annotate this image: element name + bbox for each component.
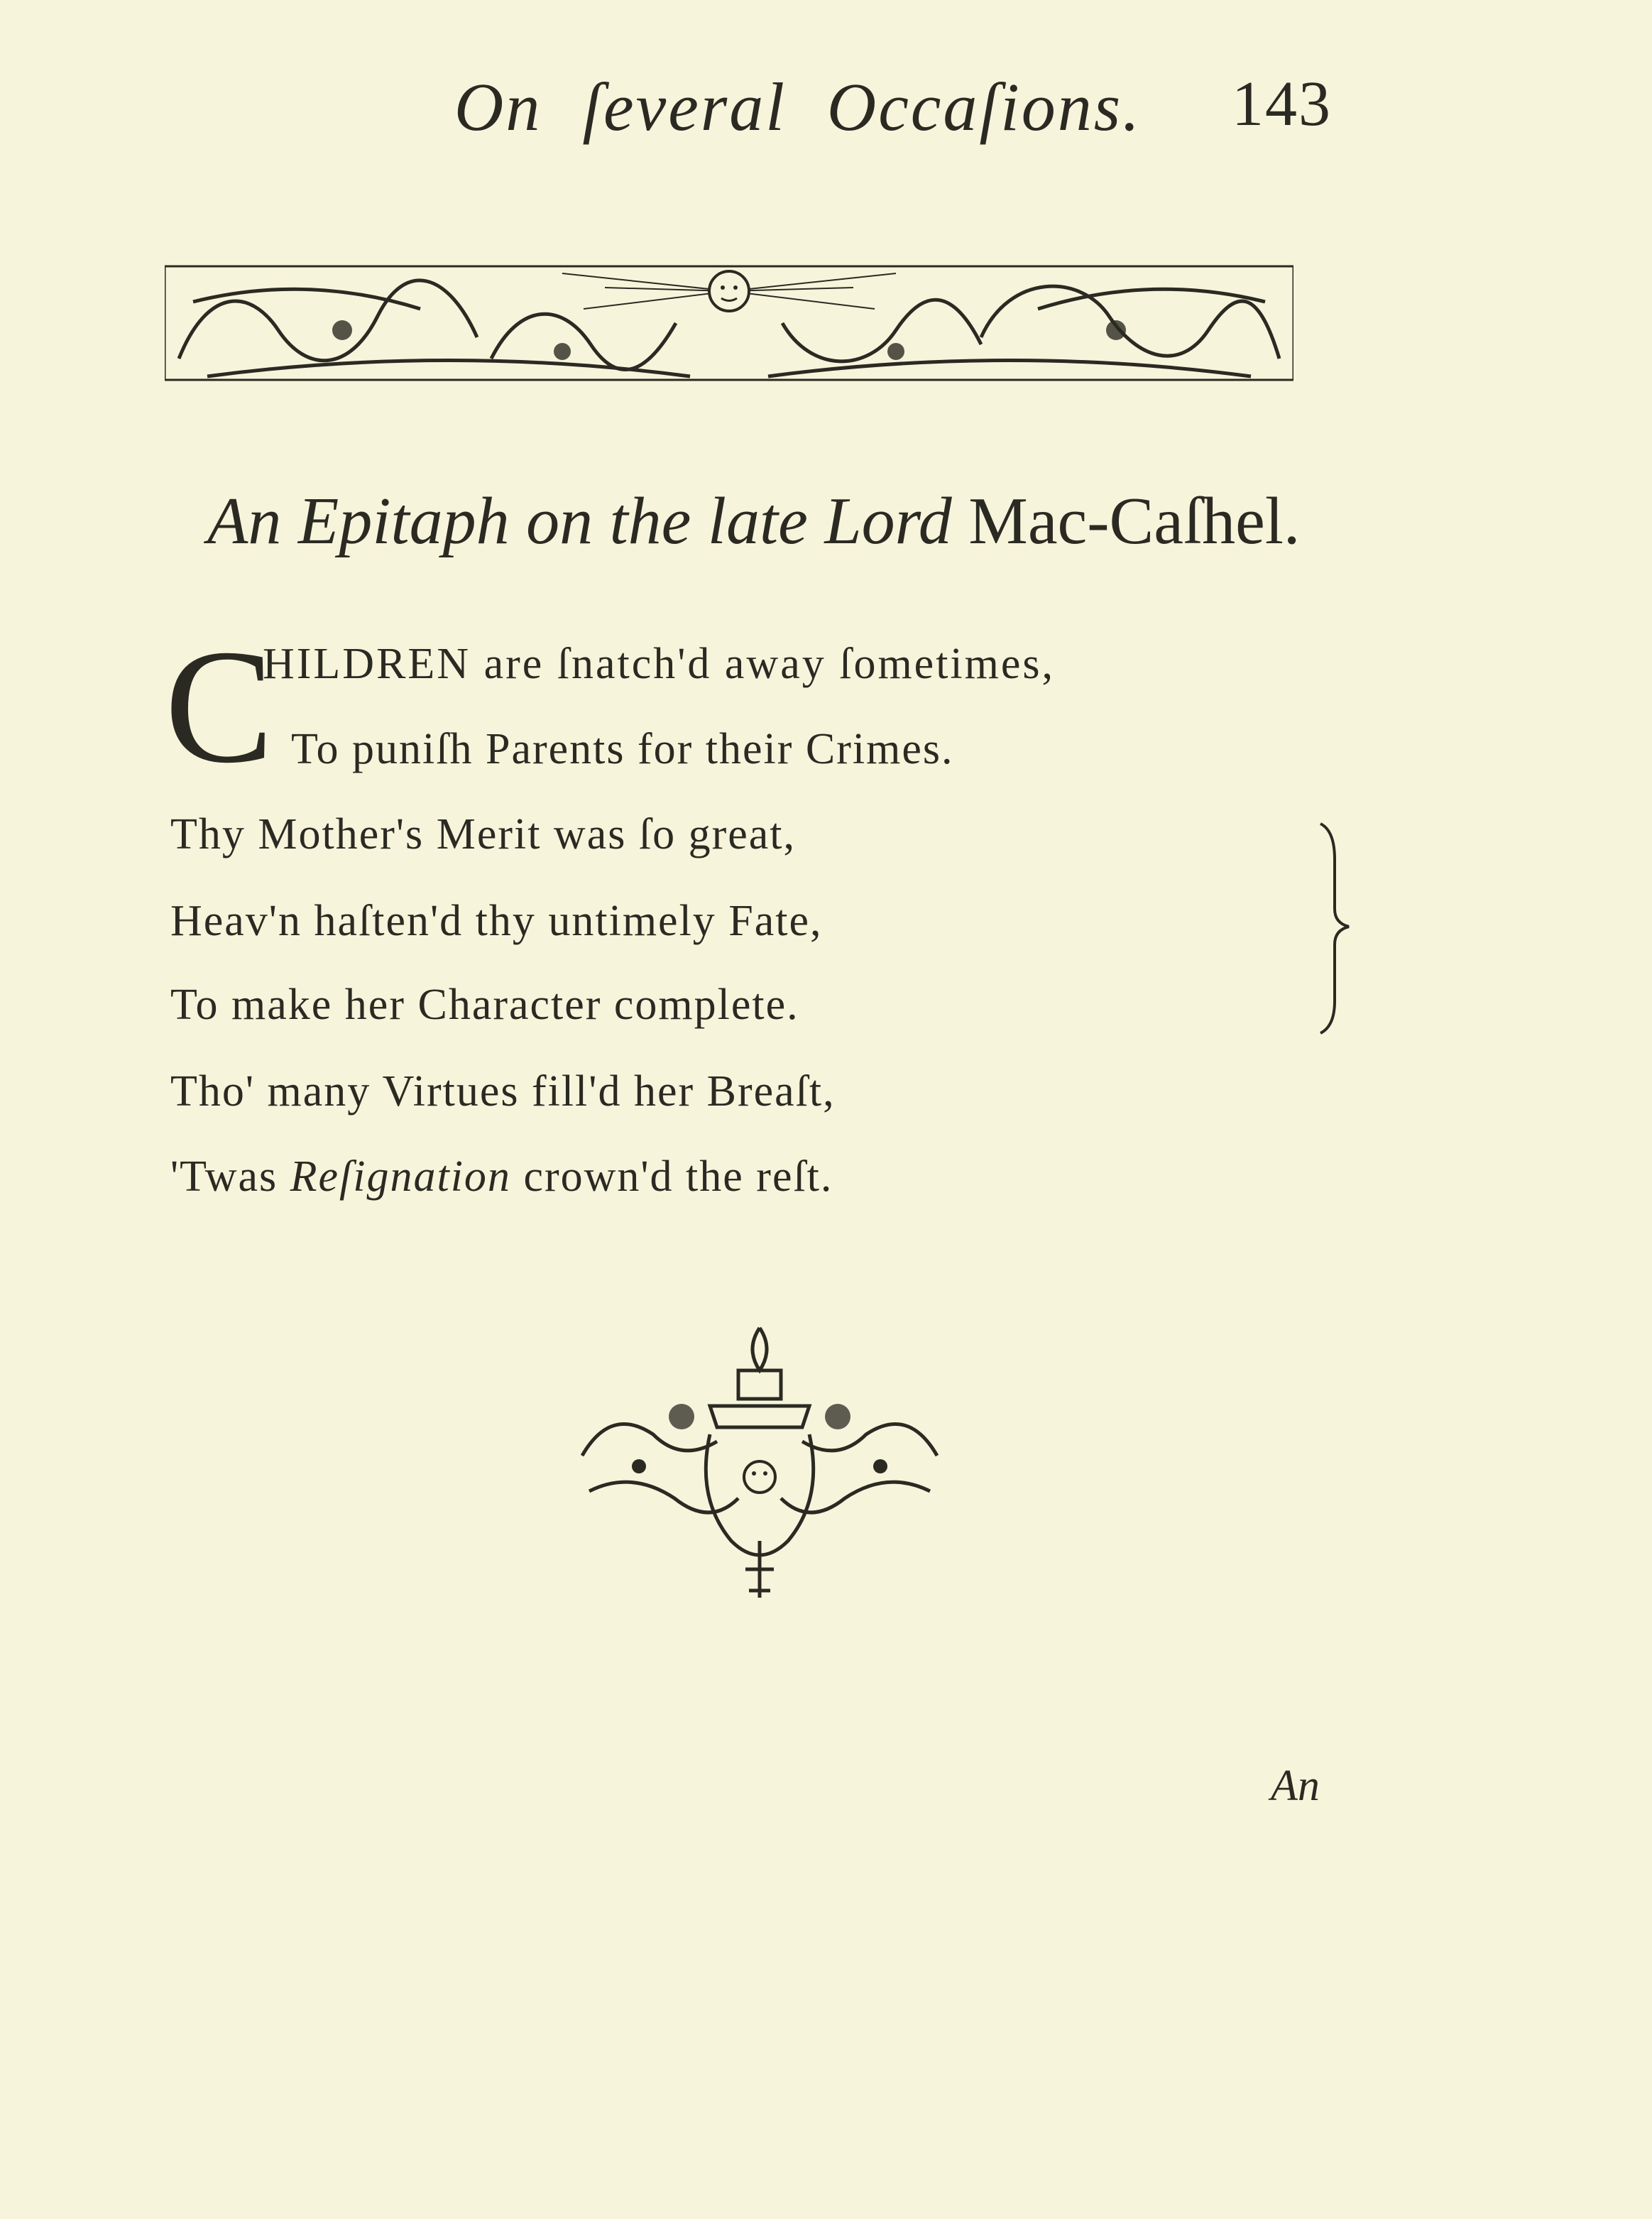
poem-line-1: HILDREN are ſnatch'd away ſometimes, (263, 640, 1056, 688)
triplet-brace-icon (1313, 817, 1356, 1037)
poem-line-2: To puniſh Parents for their Crimes. (291, 725, 954, 773)
poem-title-italic: An Epitaph on the late Lord (207, 484, 952, 558)
ornamental-headpiece-sun-icon (165, 259, 1293, 387)
page-number: 143 (1232, 69, 1332, 139)
running-title: On ſeveral Occaſions. (454, 69, 1142, 145)
poem-line-5: To make her Character complete. (170, 981, 799, 1029)
ornamental-tailpiece-cherubs-icon (568, 1314, 951, 1612)
poem-title (207, 483, 1300, 560)
page-header (0, 67, 1652, 160)
poem-line-7-end: crown'd the reſt. (523, 1152, 833, 1201)
catchword: An (1271, 1762, 1320, 1810)
poem-title-name: Mac-Caſhel. (968, 484, 1301, 558)
poem-line-7-start: 'Twas (170, 1152, 278, 1201)
poem-line-6: Tho' many Virtues fill'd her Breaſt, (170, 1067, 836, 1116)
poem-line-7-italic: Reſignation (290, 1152, 511, 1201)
poem-line-7 (170, 1152, 833, 1202)
poem-line-4: Heav'n haſten'd thy untimely Fate, (170, 897, 823, 945)
poem-line-3: Thy Mother's Merit was ſo great, (170, 810, 796, 858)
drop-cap: C (165, 616, 274, 797)
